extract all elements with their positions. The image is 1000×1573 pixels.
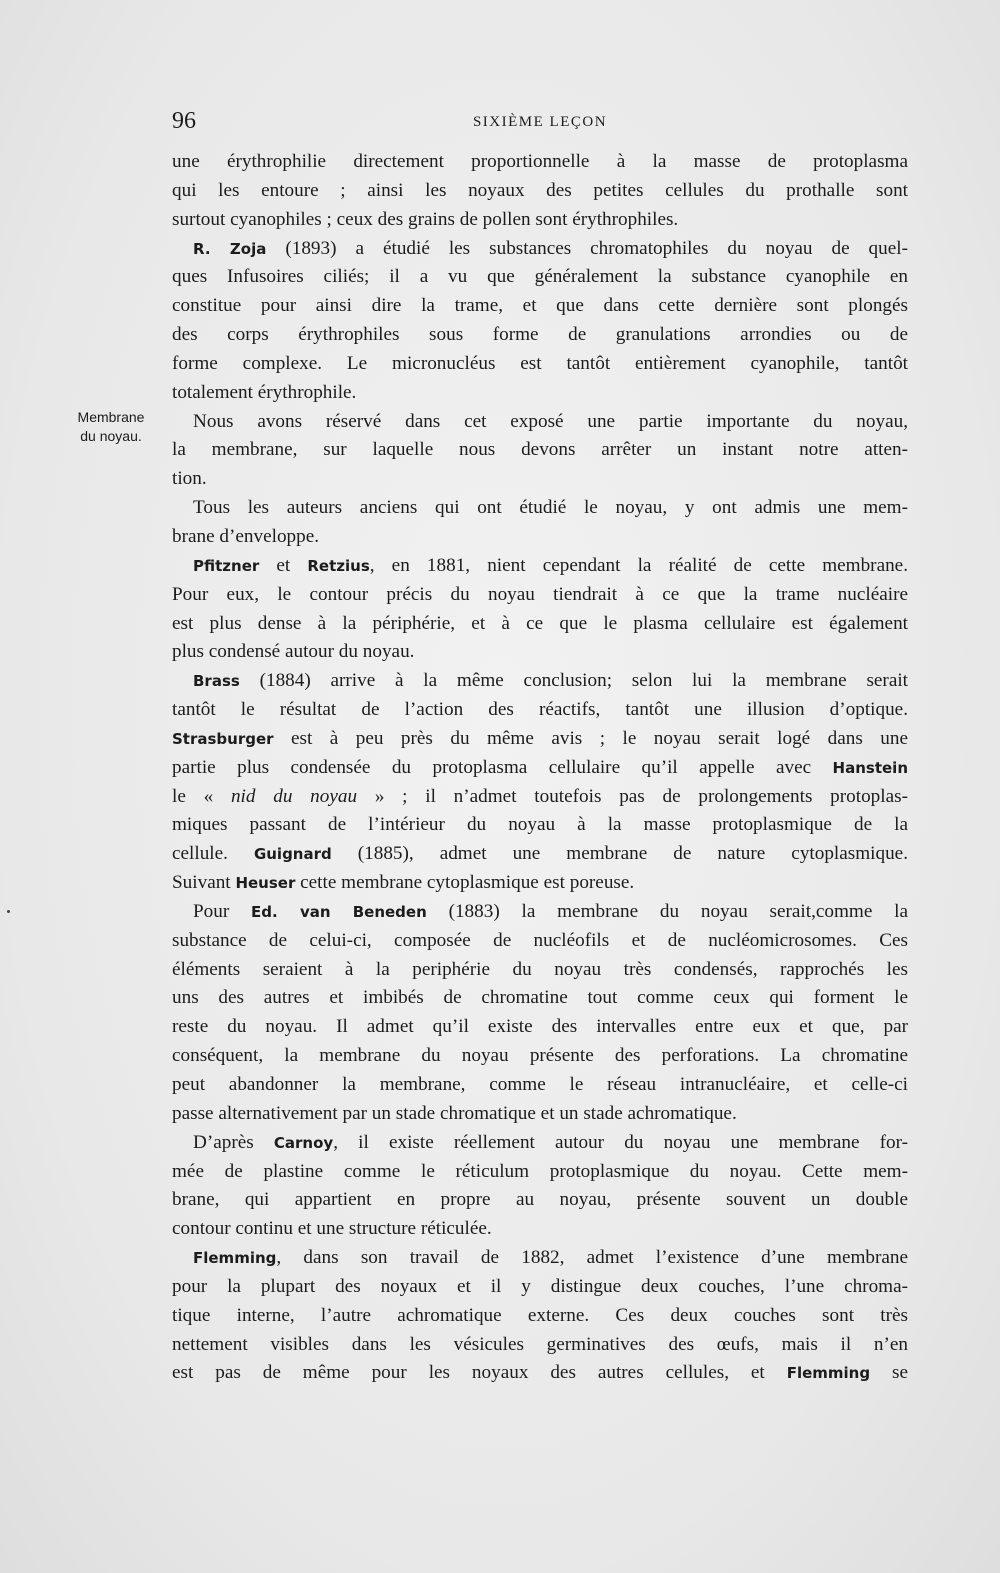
text-line: conséquent, la membrane du noyau présente des perforations. La chromatine bbox=[172, 1045, 908, 1067]
text-fragment: Pour bbox=[193, 900, 252, 922]
text-fragment: est à peu près du même avis ; le noyau serait logé dans une bbox=[273, 727, 908, 749]
text-line: tantôt le résultat de l’action des réactifs, tantôt une illusion d’optique. bbox=[172, 699, 908, 721]
text-line: contour continu et une structure réticulée. bbox=[172, 1218, 492, 1240]
text-fragment: le « bbox=[172, 785, 231, 807]
page-header bbox=[172, 108, 908, 138]
text-fragment: Suivant bbox=[172, 872, 236, 894]
author-name: Carnoy bbox=[273, 1133, 334, 1152]
text-line bbox=[172, 552, 908, 581]
text-line: mée de plastine comme le réticulum protoplasmique du noyau. Cette mem- bbox=[172, 1160, 908, 1182]
text-line: des corps érythrophiles sous forme de granulations arrondies ou de bbox=[172, 324, 908, 346]
margin-note-line: du noyau. bbox=[80, 428, 142, 444]
text-line: une érythrophilie directement proportionnelle à la masse de protoplasma bbox=[172, 151, 908, 172]
text-line bbox=[172, 1359, 908, 1388]
text-fragment: se bbox=[870, 1362, 909, 1384]
text-line bbox=[172, 235, 908, 264]
text-line bbox=[172, 783, 908, 812]
text-fragment: , dans son travail de 1882, admet l’existence d’une membrane bbox=[276, 1247, 908, 1269]
author-name: Brass bbox=[193, 672, 240, 691]
text-line: Pour eux, le contour précis du noyau tiendrait à ce que la trame nucléaire bbox=[172, 583, 908, 605]
paragraph bbox=[172, 494, 908, 552]
running-title: SIXIÈME LEÇON bbox=[472, 114, 608, 130]
text-line bbox=[172, 1129, 908, 1158]
speck-mark bbox=[7, 910, 10, 913]
margin-note-line: Membrane bbox=[77, 409, 145, 425]
text-line bbox=[172, 840, 908, 869]
text-line: forme complexe. Le micronucléus est tantôt entièrement cyanophile, tantôt bbox=[172, 352, 908, 374]
text-line: reste du noyau. Il admet qu’il existe des intervalles entre eux et que, par bbox=[172, 1016, 908, 1038]
text-fragment: (1883) la membrane du noyau serait,comme la bbox=[426, 900, 908, 922]
text-line bbox=[172, 898, 908, 927]
text-fragment: et bbox=[259, 554, 308, 576]
text-line: éléments seraient à la periphérie du noyau très condensés, rapprochés les bbox=[172, 958, 908, 980]
author-name: Flemming bbox=[193, 1249, 277, 1268]
text-fragment: » ; il n’admet toutefois pas de prolongements protoplas- bbox=[357, 785, 908, 807]
text-line: totalement érythrophile. bbox=[172, 381, 357, 403]
author-name: Strasburger bbox=[172, 729, 274, 748]
author-name: R. Zoja bbox=[193, 239, 267, 258]
text-line: tique interne, l’autre achromatique externe. Ces deux couches sont très bbox=[172, 1304, 908, 1326]
author-name: Pfitzner bbox=[193, 556, 260, 575]
text-line: pour la plupart des noyaux et il y distingue deux couches, l’une chroma- bbox=[172, 1275, 908, 1297]
text-fragment: (1893) a étudié les substances chromatophiles du noyau de quel- bbox=[266, 237, 908, 259]
text-line: nettement visibles dans les vésicules germinatives des œufs, mais il n’en bbox=[172, 1333, 908, 1355]
text-line: la membrane, sur laquelle nous devons arrêter un instant notre atten- bbox=[172, 439, 908, 461]
text-line: plus condensé autour du noyau. bbox=[172, 641, 415, 663]
text-line bbox=[172, 754, 908, 783]
text-line: ques Infusoires ciliés; il a vu que généralement la substance cyanophile en bbox=[172, 266, 908, 288]
author-name: Ed. van Beneden bbox=[251, 902, 427, 921]
paragraph bbox=[172, 1129, 908, 1244]
text-line: uns des autres et imbibés de chromatine tout comme ceux qui forment le bbox=[172, 987, 908, 1009]
italic-term: nid du noyau bbox=[230, 785, 358, 807]
text-line bbox=[172, 725, 908, 754]
author-name: Guignard bbox=[253, 845, 332, 864]
text-fragment: est pas de même pour les noyaux des autres cellules, et bbox=[172, 1362, 787, 1384]
author-name: Retzius bbox=[307, 556, 370, 575]
text-line bbox=[172, 869, 908, 898]
paragraph bbox=[172, 148, 908, 235]
text-fragment: , en 1881, nient cependant la réalité de cette membrane. bbox=[369, 554, 908, 576]
paragraph bbox=[172, 898, 908, 1129]
text-line: qui les entoure ; ainsi les noyaux des petites cellules du prothalle sont bbox=[172, 179, 908, 201]
text-line: peut abandonner la membrane, comme le réseau intranucléaire, et celle-ci bbox=[172, 1074, 908, 1095]
text-line: miques passant de l’intérieur du noyau à la masse protoplasmique de la bbox=[172, 814, 908, 836]
body-text bbox=[172, 148, 908, 1388]
text-fragment: D’après bbox=[193, 1131, 274, 1153]
author-name: Flemming bbox=[786, 1364, 871, 1383]
text-fragment: partie plus condensée du protoplasma cellulaire qu’il appelle avec bbox=[172, 756, 833, 778]
page-number: 96 bbox=[172, 108, 196, 134]
text-fragment: cette membrane cytoplasmique est poreuse. bbox=[295, 872, 635, 894]
paragraph bbox=[172, 408, 908, 495]
text-line: brane, qui appartient en propre au noyau, présente souvent un double bbox=[172, 1189, 908, 1211]
paragraph bbox=[172, 552, 908, 667]
paragraph bbox=[172, 1244, 908, 1388]
text-line: est plus dense à la périphérie, et à ce que le plasma cellulaire est également bbox=[172, 612, 908, 634]
text-line: passe alternativement par un stade chromatique et un stade achromatique. bbox=[172, 1102, 737, 1124]
text-line: Tous les auteurs anciens qui ont étudié le noyau, y ont admis une mem- bbox=[193, 497, 908, 519]
text-line: brane d’enveloppe. bbox=[172, 525, 320, 547]
paragraph bbox=[172, 235, 908, 408]
text-line bbox=[172, 667, 908, 696]
text-line bbox=[172, 1244, 908, 1273]
text-fragment: cellule. bbox=[172, 843, 254, 865]
text-fragment: , il existe réellement autour du noyau une membrane for- bbox=[333, 1131, 908, 1153]
text-fragment: (1884) arrive à la même conclusion; selon lui la membrane serait bbox=[239, 670, 908, 692]
text-line: tion. bbox=[172, 468, 207, 490]
text-line: substance de celui-ci, composée de nucléofils et de nucléomicrosomes. Ces bbox=[172, 929, 908, 951]
text-line: constitue pour ainsi dire la trame, et que dans cette dernière sont plongés bbox=[172, 295, 908, 317]
author-name: Hanstein bbox=[832, 758, 908, 777]
text-line: Nous avons réservé dans cet exposé une partie importante du noyau, bbox=[193, 410, 908, 432]
paragraph bbox=[172, 667, 908, 898]
author-name: Heuser bbox=[235, 874, 296, 893]
text-fragment: (1885), admet une membrane de nature cytoplasmique. bbox=[331, 843, 908, 865]
margin-note bbox=[66, 408, 156, 446]
text-line: surtout cyanophiles ; ceux des grains de pollen sont érythrophiles. bbox=[172, 208, 679, 230]
